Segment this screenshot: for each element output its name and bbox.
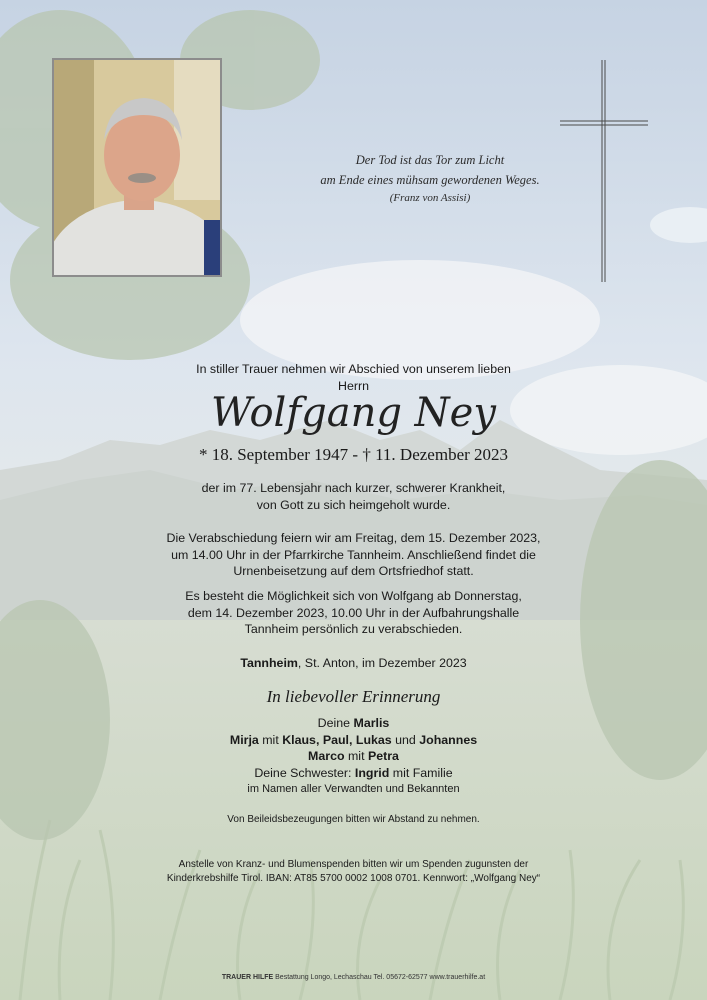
portrait-photo [52,58,222,277]
donation-text [0,858,707,886]
mourner-name: Marco [308,749,345,764]
mourner-line-2 [0,732,707,749]
mourner-name: Klaus, Paul, Lukas [282,732,392,747]
footer [0,973,707,983]
quote-line-1: Der Tod ist das Tor zum Licht [355,153,505,167]
mourner-text: mit [258,732,283,747]
mourner-text: und [391,732,420,747]
cross-icon [556,58,652,284]
farewell-line-2: um 14.00 Uhr in der Pfarrkirche Tannheim. Anschließend findet die [171,547,536,562]
deceased-name: Wolfgang Ney [211,390,496,436]
death-text [0,480,707,513]
mourner-line-4 [0,765,707,782]
mourner-line-1 [0,715,707,732]
mourner-text: mit Familie [389,765,453,780]
place-name: Tannheim [240,656,298,670]
donation-line-1: Anstelle von Kranz- und Blumenspenden bitten wir um Spenden zugunsten der [178,859,529,870]
intro-line-1: In stiller Trauer nehmen wir Abschied von unserem lieben [196,362,511,376]
mourner-text: mit [344,749,368,764]
mourners-list [0,715,707,798]
mourner-text: Deine [317,716,354,730]
farewell-line-3: Urnenbeisetzung auf dem Ortsfriedhof statt. [233,564,474,579]
death-line-2: von Gott zu sich heimgeholt wurde. [256,497,451,512]
viewing-line-2: dem 14. Dezember 2023, 10.00 Uhr in der Aufbahrungshalle [187,605,520,620]
viewing-line-3: Tannheim persönlich zu verabschieden. [244,622,463,637]
viewing-line-1: Es besteht die Möglichkeit sich von Wolfgang ab Donnerstag, [185,589,522,603]
portrait-image [54,60,220,275]
quote-block [300,150,560,206]
mourner-line-5: im Namen aller Verwandten und Bekannten [247,783,460,796]
intro-line-2: Herrn [338,378,369,393]
footer-brand: TRAUER HILFE [221,974,274,981]
farewell-text [0,530,707,580]
mourner-name: Ingrid [354,765,390,780]
farewell-line-1: Die Verabschiedung feiern wir am Freitag, dem 15. Dezember 2023, [166,531,541,545]
donation-line-2: Kinderkrebshilfe Tirol. IBAN: AT85 5700 0002 1008 0701. Kennwort: „Wolfgang Ney“ [166,873,541,884]
place-rest: , St. Anton, im Dezember 2023 [297,656,467,670]
mourner-name: Petra [367,749,399,764]
death-line-1: der im 77. Lebensjahr nach kurzer, schwerer Krankheit, [201,481,506,495]
memory-heading: In liebevoller Erinnerung [266,687,441,706]
quote-line-2: am Ende eines mühsam gewordenen Weges. [320,173,540,187]
quote-author: (Franz von Assisi) [389,192,471,204]
mourner-text: Deine Schwester: [254,765,355,780]
mourner-name: Mirja [229,732,259,747]
footer-text: Bestattung Longo, Lechaschau Tel. 05672-62577 www.trauerhilfe.at [273,974,486,981]
place-date [0,655,707,672]
condolence-note: Von Beileidsbezeugungen bitten wir Abstand zu nehmen. [227,814,480,825]
life-dates: * 18. September 1947 - † 11. Dezember 2023 [198,445,509,464]
viewing-text [0,588,707,638]
mourner-name: Marlis [353,716,390,730]
mourner-line-3 [0,748,707,765]
mourner-name: Johannes [419,732,478,747]
